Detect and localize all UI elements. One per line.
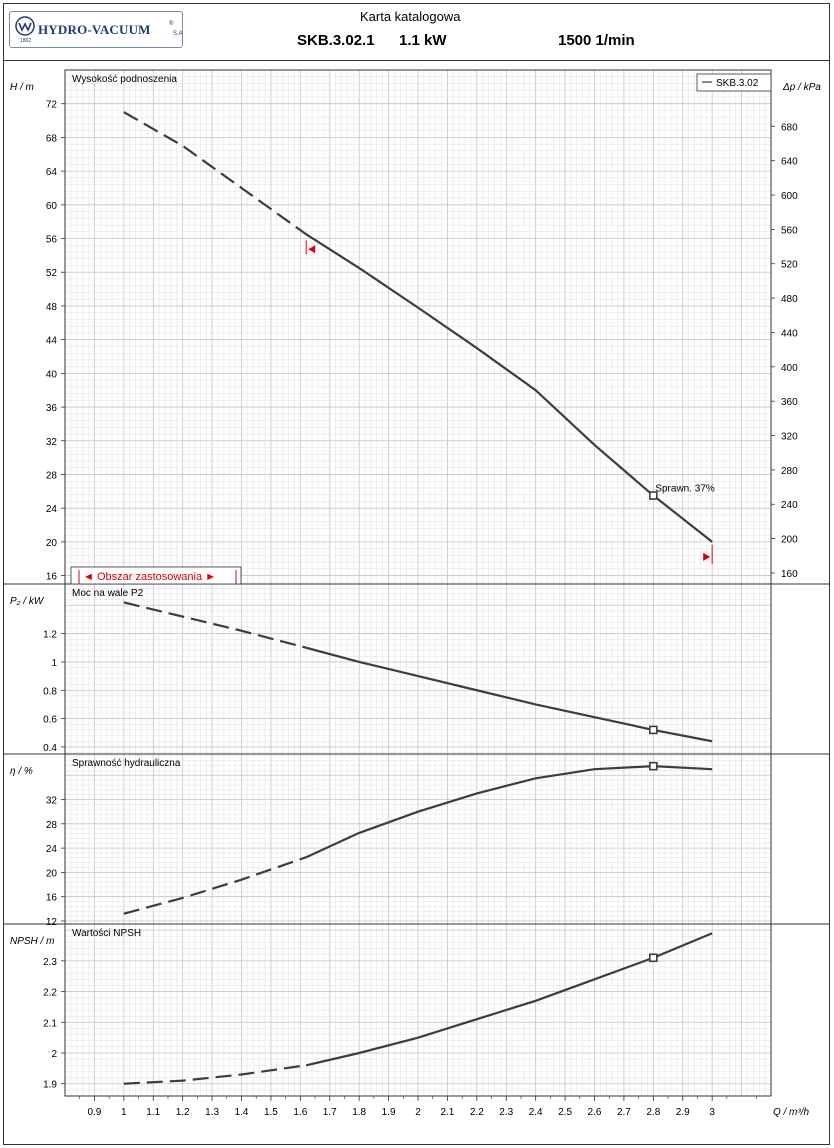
x-tick-label: 1.2 xyxy=(175,1107,190,1118)
power-duty-point-marker xyxy=(650,726,657,733)
npsh-curve-dashed xyxy=(124,1065,306,1083)
x-tick-label: 2.8 xyxy=(646,1107,661,1118)
y2-tick-label: 440 xyxy=(781,328,798,340)
x-tick-label: 0.9 xyxy=(87,1107,102,1118)
y2-tick-label: 520 xyxy=(781,259,798,271)
x-tick-label: 3 xyxy=(709,1107,715,1118)
y2-tick-label: 400 xyxy=(781,362,798,374)
head-y-tick-label: 36 xyxy=(45,403,57,415)
y2-tick-label: 640 xyxy=(781,156,798,168)
efficiency-duty-point-marker xyxy=(650,763,657,770)
head-y-tick-label: 72 xyxy=(45,99,57,111)
x-tick-label: 2 xyxy=(415,1107,421,1118)
npsh-y-tick-label: 2.2 xyxy=(43,987,57,999)
npsh-y-tick-label: 2.3 xyxy=(43,956,57,968)
x-tick-label: 1 xyxy=(121,1107,127,1118)
efficiency-y-tick-label: 24 xyxy=(45,844,57,856)
y2-tick-label: 280 xyxy=(781,465,798,477)
logo-text: HYDRO-VACUUM xyxy=(38,22,151,37)
range-label: ◄ Obszar zastosowania ► xyxy=(83,571,217,583)
power-curve-dashed xyxy=(124,602,306,647)
efficiency-y-axis-label: η / % xyxy=(10,766,33,777)
logo-registered-mark: ® xyxy=(169,21,174,27)
head-y-tick-label: 48 xyxy=(45,301,57,313)
efficiency-y-tick-label: 28 xyxy=(45,819,57,831)
x-tick-label: 2.3 xyxy=(499,1107,514,1118)
document-title: Karta katalogowa xyxy=(360,9,461,24)
pump-model: SKB.3.02.1 xyxy=(297,32,375,49)
npsh-y-tick-label: 2 xyxy=(51,1049,57,1060)
x-tick-label: 2.9 xyxy=(675,1107,690,1118)
head-y-tick-label: 24 xyxy=(45,504,57,516)
y2-axis-label: Δp / kPa xyxy=(783,82,821,93)
head-y-tick-label: 16 xyxy=(45,571,57,583)
power-y-tick-label: 0.4 xyxy=(43,742,57,754)
head-y-axis-label: H / m xyxy=(10,82,34,93)
npsh-y-axis-label: NPSH / m xyxy=(10,936,55,947)
power-y-axis-label: P₂ / kW xyxy=(10,596,44,607)
motor-power: 1.1 kW xyxy=(399,32,447,49)
head-y-tick-label: 28 xyxy=(45,470,57,482)
efficiency-curve-solid xyxy=(306,766,712,857)
npsh-y-tick-label: 1.9 xyxy=(43,1079,57,1091)
legend-label: SKB.3.02 xyxy=(716,78,759,89)
range-end-triangle-icon xyxy=(703,553,710,561)
y2-tick-label: 480 xyxy=(781,294,798,306)
x-tick-label: 1.5 xyxy=(263,1107,278,1118)
power-panel-title: Moc na wale P2 xyxy=(72,588,144,599)
x-axis-label: Q / m³/h xyxy=(772,1107,810,1118)
head-panel-title: Wysokość podnoszenia xyxy=(72,74,177,85)
head-y-tick-label: 52 xyxy=(45,268,57,280)
x-tick-label: 2.7 xyxy=(616,1107,631,1118)
y2-tick-label: 560 xyxy=(781,225,798,237)
head-y-tick-label: 44 xyxy=(45,335,57,347)
head-y-tick-label: 32 xyxy=(45,436,57,448)
npsh-duty-point-marker xyxy=(650,954,657,961)
power-y-tick-label: 0.6 xyxy=(43,714,57,726)
x-tick-label: 2.4 xyxy=(528,1107,543,1118)
head-y-tick-label: 64 xyxy=(45,167,57,179)
y2-tick-label: 680 xyxy=(781,122,798,134)
efficiency-y-tick-label: 20 xyxy=(45,868,57,880)
npsh-panel-title: Wartości NPSH xyxy=(72,928,142,939)
power-y-tick-label: 0.8 xyxy=(43,686,57,698)
efficiency-y-tick-label: 16 xyxy=(45,892,57,904)
x-tick-label: 2.1 xyxy=(440,1107,455,1118)
efficiency-panel-title: Sprawność hydrauliczna xyxy=(72,758,181,769)
logo-suffix: S.A xyxy=(173,31,183,37)
head-y-tick-label: 56 xyxy=(45,234,57,246)
efficiency-curve-dashed xyxy=(124,857,306,913)
head-y-tick-label: 68 xyxy=(45,133,57,145)
x-tick-label: 1.9 xyxy=(381,1107,396,1118)
efficiency-y-tick-label: 32 xyxy=(45,795,57,807)
x-tick-label: 2.2 xyxy=(469,1107,484,1118)
y2-tick-label: 240 xyxy=(781,500,798,512)
y2-tick-label: 360 xyxy=(781,397,798,409)
efficiency-y-tick-label: 12 xyxy=(45,916,57,928)
x-tick-label: 1.6 xyxy=(293,1107,308,1118)
head-y-tick-label: 40 xyxy=(45,369,57,381)
x-tick-label: 1.1 xyxy=(146,1107,161,1118)
y2-tick-label: 600 xyxy=(781,191,798,203)
x-tick-label: 1.3 xyxy=(205,1107,220,1118)
head-y-tick-label: 60 xyxy=(45,200,57,212)
y2-tick-label: 160 xyxy=(781,568,798,580)
logo-year: 1862 xyxy=(20,38,32,44)
npsh-curve-solid xyxy=(306,933,712,1065)
y2-tick-label: 200 xyxy=(781,534,798,546)
efficiency-annotation: Sprawn. 37% xyxy=(655,483,715,495)
x-tick-label: 1.4 xyxy=(234,1107,249,1118)
x-tick-label: 1.8 xyxy=(352,1107,367,1118)
y2-tick-label: 320 xyxy=(781,431,798,443)
head-y-tick-label: 20 xyxy=(45,537,57,549)
x-tick-label: 2.5 xyxy=(558,1107,573,1118)
x-tick-label: 1.7 xyxy=(322,1107,337,1118)
rotation-speed: 1500 1/min xyxy=(558,32,635,49)
power-y-tick-label: 1 xyxy=(51,657,57,669)
power-y-tick-label: 1.2 xyxy=(43,629,57,641)
x-tick-label: 2.6 xyxy=(587,1107,602,1118)
npsh-y-tick-label: 2.1 xyxy=(43,1018,57,1030)
